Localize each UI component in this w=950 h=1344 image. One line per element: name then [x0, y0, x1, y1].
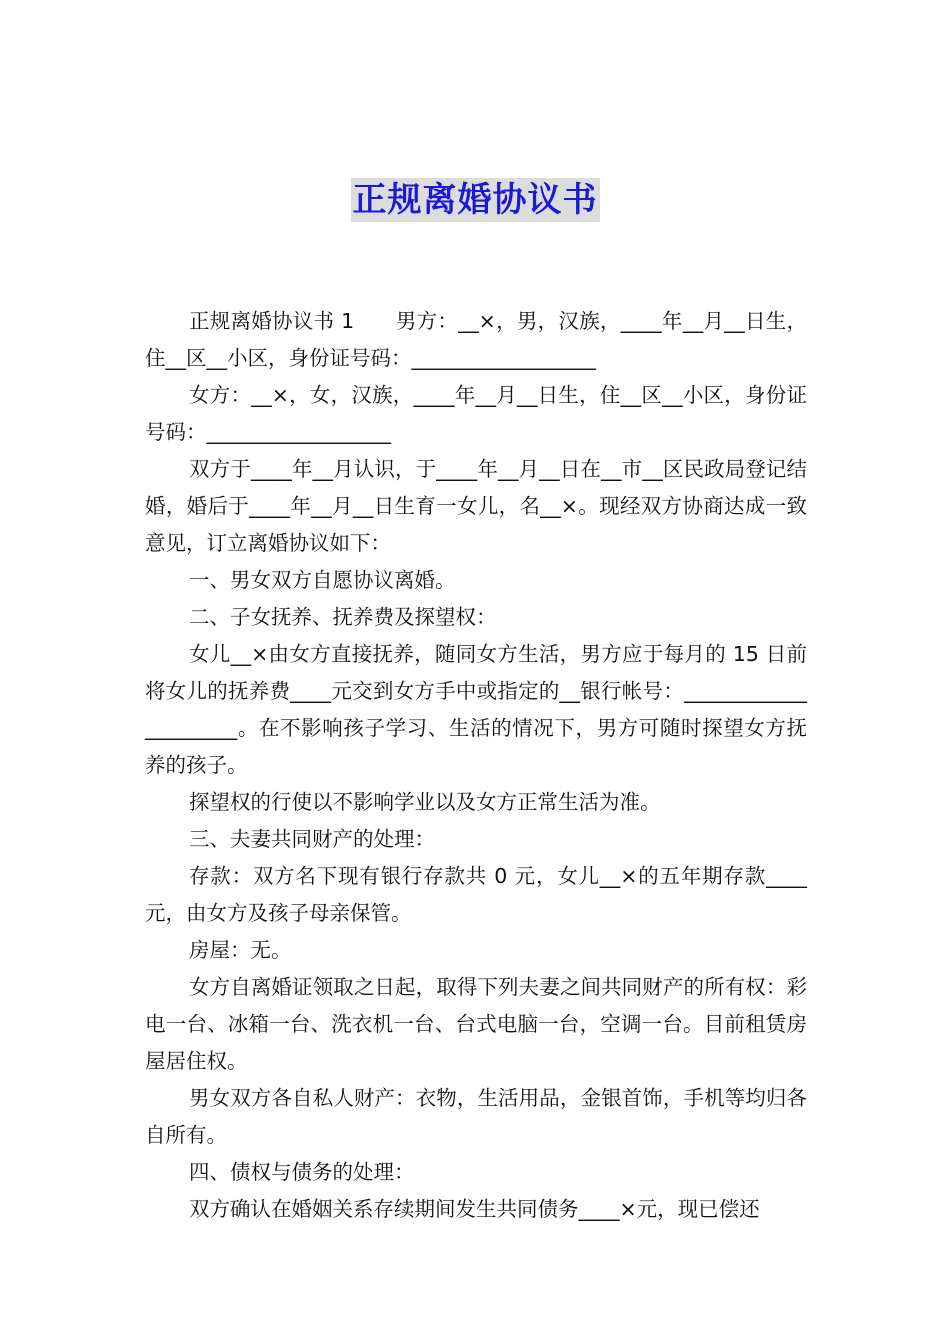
paragraph-visitation: 探望权的行使以不影响学业以及女方正常生活为准。	[189, 790, 661, 814]
paragraph-housing: 房屋：无。	[189, 938, 292, 962]
paragraph-private-property: 男女双方各自私人财产：衣物，生活用品，金银首饰，手机等均归各自所有。	[145, 1086, 807, 1147]
document-title: 正规离婚协议书	[352, 180, 598, 220]
paragraph-female-party: 女方：__×，女，汉族，____年__月__日生，住__区__小区，身份证号码：__________________	[145, 383, 807, 444]
paragraph-savings: 存款：双方名下现有银行存款共 0 元，女儿__×的五年期存款____元，由女方及孩子母亲保管。	[145, 864, 807, 925]
clause-4-heading: 四、债权与债务的处理：	[189, 1160, 415, 1184]
title-container	[0, 178, 950, 222]
paragraph-intro: 正规离婚协议书 1 男方：__×，男，汉族，____年__月__日生，住__区__小区，身份证号码：__________________	[145, 309, 807, 370]
paragraph-child-custody: 女儿__×由女方直接抚养，随同女方生活，男方应于每月的 15 日前将女儿的抚养费____元交到女方手中或指定的__银行帐号：_____________________。在不影响孩子学习、生活的情况下，男方可随时探望女方抚养的孩子。	[145, 642, 807, 777]
clause-1-heading: 一、男女双方自愿协议离婚。	[189, 568, 456, 592]
paragraph-marriage-history: 双方于____年__月认识，于____年__月__日在__市__区民政局登记结婚，婚后于____年__月__日生育一女儿，名__×。现经双方协商达成一致意见，订立离婚协议如下：	[145, 457, 807, 555]
document-body	[145, 303, 807, 1228]
clause-3-heading: 三、夫妻共同财产的处理：	[189, 827, 435, 851]
paragraph-shared-property: 女方自离婚证领取之日起，取得下列夫妻之间共同财产的所有权：彩电一台、冰箱一台、洗衣机一台、台式电脑一台，空调一台。目前租赁房屋居住权。	[145, 975, 807, 1073]
clause-2-heading: 二、子女抚养、抚养费及探望权：	[189, 605, 497, 629]
paragraph-debts: 双方确认在婚姻关系存续期间发生共同债务____×元，现已偿还	[189, 1197, 760, 1221]
